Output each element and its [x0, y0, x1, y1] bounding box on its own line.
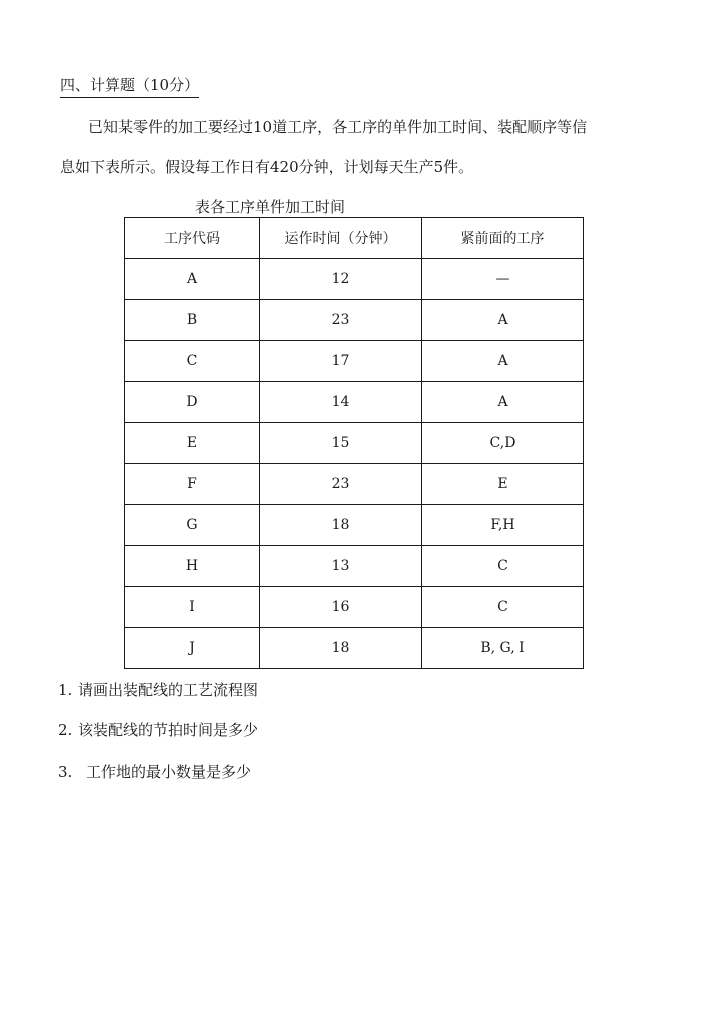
predecessor-cell: B, G, I	[422, 628, 584, 669]
operation-time-cell: 23	[260, 464, 422, 505]
predecessor-cell: A	[422, 300, 584, 341]
process-code-cell: I	[125, 587, 260, 628]
header-predecessor: 紧前面的工序	[422, 218, 584, 259]
predecessor-cell: —	[422, 259, 584, 300]
operation-time-cell: 18	[260, 505, 422, 546]
process-code-cell: D	[125, 382, 260, 423]
operation-time-cell: 13	[260, 546, 422, 587]
question-number: 3.	[58, 763, 73, 781]
table-row	[125, 546, 584, 587]
table-row	[125, 382, 584, 423]
process-code-cell: F	[125, 464, 260, 505]
question-3	[58, 761, 251, 783]
table-row	[125, 464, 584, 505]
predecessor-cell: A	[422, 341, 584, 382]
header-operation-time: 运作时间（分钟）	[260, 218, 422, 259]
process-time-table	[124, 217, 584, 669]
predecessor-cell: A	[422, 382, 584, 423]
process-code-cell: H	[125, 546, 260, 587]
question-text: 工作地的最小数量是多少	[86, 763, 252, 781]
problem-text-line-2: 息如下表所示。假设每工作日有420分钟，计划每天生产5件。	[60, 158, 474, 176]
operation-time-cell: 15	[260, 423, 422, 464]
table-row	[125, 423, 584, 464]
process-code-cell: G	[125, 505, 260, 546]
problem-text-line-1: 已知某零件的加工要经过10道工序，各工序的单件加工时间、装配顺序等信	[88, 118, 588, 136]
operation-time-cell: 16	[260, 587, 422, 628]
table-row	[125, 300, 584, 341]
process-code-cell: J	[125, 628, 260, 669]
predecessor-cell: E	[422, 464, 584, 505]
question-number: 1.	[58, 681, 73, 699]
predecessor-cell: F,H	[422, 505, 584, 546]
table-header-row	[125, 218, 584, 259]
header-process-code: 工序代码	[125, 218, 260, 259]
table-caption: 表各工序单件加工时间	[195, 198, 346, 216]
question-text: 请画出装配线的工艺流程图	[78, 681, 259, 699]
table-row	[125, 628, 584, 669]
operation-time-cell: 23	[260, 300, 422, 341]
table-row	[125, 587, 584, 628]
process-code-cell: A	[125, 259, 260, 300]
predecessor-cell: C	[422, 546, 584, 587]
table-row	[125, 505, 584, 546]
predecessor-cell: C,D	[422, 423, 584, 464]
predecessor-cell: C	[422, 587, 584, 628]
operation-time-cell: 12	[260, 259, 422, 300]
question-1	[58, 679, 258, 701]
process-code-cell: B	[125, 300, 260, 341]
table-row	[125, 341, 584, 382]
question-2	[58, 719, 258, 741]
operation-time-cell: 14	[260, 382, 422, 423]
process-code-cell: E	[125, 423, 260, 464]
table-row	[125, 259, 584, 300]
question-text: 该装配线的节拍时间是多少	[78, 721, 259, 739]
process-code-cell: C	[125, 341, 260, 382]
operation-time-cell: 18	[260, 628, 422, 669]
section-heading: 四、计算题（10分）	[60, 74, 199, 98]
question-number: 2.	[58, 721, 73, 739]
operation-time-cell: 17	[260, 341, 422, 382]
